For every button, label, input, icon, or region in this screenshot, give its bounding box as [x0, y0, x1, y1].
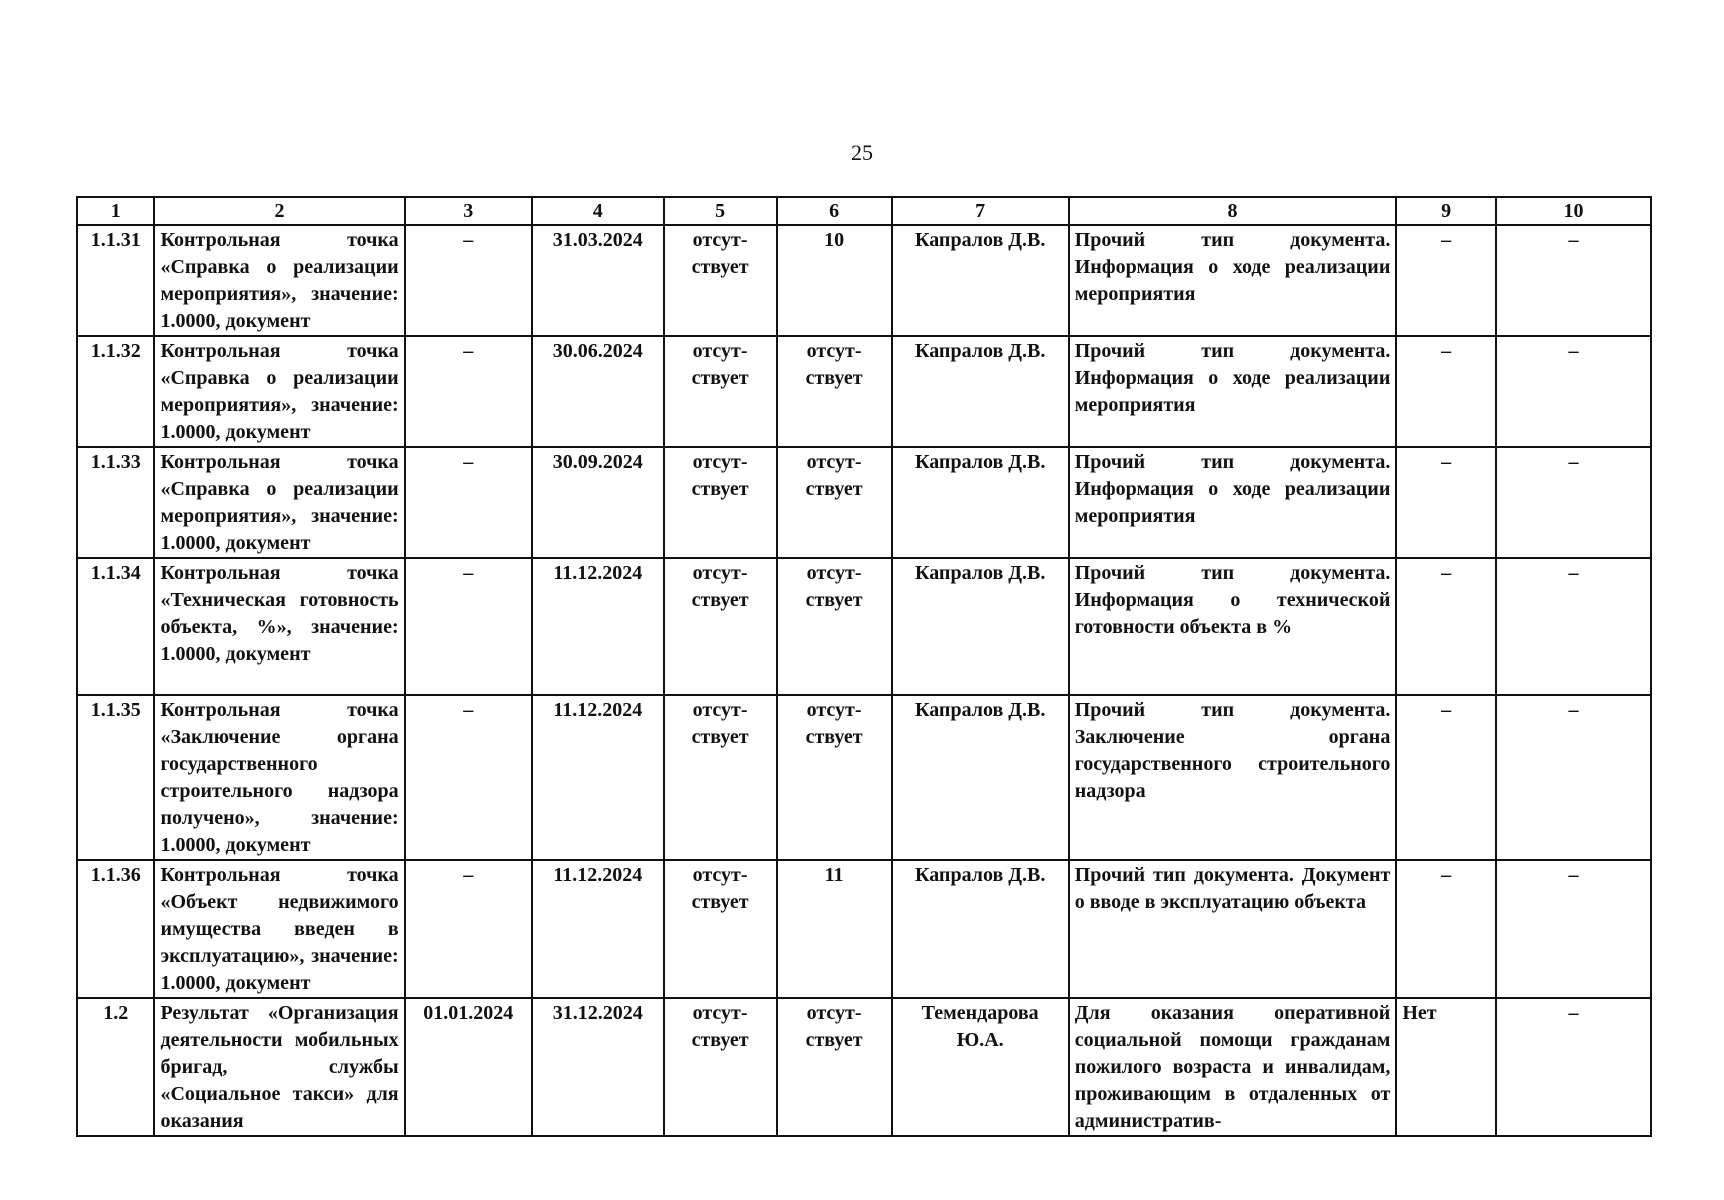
table-row: [77, 336, 1651, 447]
row-number: 1.1.35: [77, 695, 154, 860]
document-type: Прочий тип документа. Документ о вводе в эксплуатацию объекта: [1069, 860, 1397, 998]
col-6-value: отсут- ствует: [777, 336, 892, 447]
row-number: 1.1.34: [77, 558, 154, 695]
start-date: –: [405, 225, 532, 336]
col-5-value: отсут- ствует: [664, 225, 777, 336]
document-type: Прочий тип документа. Информация о ходе реализации мероприятия: [1069, 447, 1397, 558]
column-number-row: [77, 197, 1651, 225]
table-row: [77, 998, 1651, 1136]
col-9-value: –: [1396, 336, 1496, 447]
start-date: –: [405, 558, 532, 695]
col-9-value: Нет: [1396, 998, 1496, 1136]
col-header-5: 5: [664, 197, 777, 225]
col-10-value: –: [1496, 695, 1651, 860]
col-6-value: отсут- ствует: [777, 447, 892, 558]
col-5-value: отсут- ствует: [664, 695, 777, 860]
control-point-description: Контрольная точка «Объект недвижимого имущества введен в эксплуатацию», значение: 1.0000, документ: [154, 860, 404, 998]
col-10-value: –: [1496, 336, 1651, 447]
col-10-value: –: [1496, 558, 1651, 695]
col-header-7: 7: [892, 197, 1069, 225]
end-date: 11.12.2024: [532, 558, 664, 695]
col-10-value: –: [1496, 447, 1651, 558]
col-6-value: отсут- ствует: [777, 998, 892, 1136]
col-header-1: 1: [77, 197, 154, 225]
responsible-person: Капралов Д.В.: [892, 225, 1069, 336]
end-date: 11.12.2024: [532, 860, 664, 998]
document-type: Прочий тип документа. Заключение органа государственного строительного надзора: [1069, 695, 1397, 860]
control-point-description: Контрольная точка «Справка о реализации мероприятия», значение: 1.0000, документ: [154, 225, 404, 336]
start-date: 01.01.2024: [405, 998, 532, 1136]
end-date: 31.03.2024: [532, 225, 664, 336]
table-row: [77, 860, 1651, 998]
col-header-6: 6: [777, 197, 892, 225]
col-header-8: 8: [1069, 197, 1397, 225]
end-date: 30.09.2024: [532, 447, 664, 558]
col-10-value: –: [1496, 998, 1651, 1136]
row-number: 1.2: [77, 998, 154, 1136]
col-9-value: –: [1396, 860, 1496, 998]
col-header-3: 3: [405, 197, 532, 225]
col-5-value: отсут- ствует: [664, 860, 777, 998]
col-10-value: –: [1496, 225, 1651, 336]
document-type: Прочий тип документа. Информация о ходе реализации мероприятия: [1069, 336, 1397, 447]
control-point-description: Контрольная точка «Справка о реализации мероприятия», значение: 1.0000, документ: [154, 447, 404, 558]
responsible-person: Темендарова Ю.А.: [892, 998, 1069, 1136]
col-6-value: 11: [777, 860, 892, 998]
col-6-value: отсут- ствует: [777, 695, 892, 860]
col-6-value: 10: [777, 225, 892, 336]
col-5-value: отсут- ствует: [664, 336, 777, 447]
col-10-value: –: [1496, 860, 1651, 998]
start-date: –: [405, 695, 532, 860]
col-5-value: отсут- ствует: [664, 558, 777, 695]
col-5-value: отсут- ствует: [664, 447, 777, 558]
col-6-value: отсут- ствует: [777, 558, 892, 695]
col-9-value: –: [1396, 695, 1496, 860]
row-number: 1.1.31: [77, 225, 154, 336]
table-row: [77, 447, 1651, 558]
end-date: 30.06.2024: [532, 336, 664, 447]
col-header-4: 4: [532, 197, 664, 225]
document-type: Прочий тип документа. Информация о ходе реализации мероприятия: [1069, 225, 1397, 336]
col-5-value: отсут- ствует: [664, 998, 777, 1136]
col-9-value: –: [1396, 225, 1496, 336]
col-header-9: 9: [1396, 197, 1496, 225]
plan-table: [76, 196, 1652, 1137]
table-row: [77, 225, 1651, 336]
document-type: Прочий тип документа. Информация о технической готовности объекта в %: [1069, 558, 1397, 695]
table-row: [77, 558, 1651, 695]
end-date: 11.12.2024: [532, 695, 664, 860]
page-number: 25: [851, 140, 873, 165]
row-number: 1.1.36: [77, 860, 154, 998]
start-date: –: [405, 447, 532, 558]
col-header-2: 2: [154, 197, 404, 225]
table-row: [77, 695, 1651, 860]
responsible-person: Капралов Д.В.: [892, 336, 1069, 447]
start-date: –: [405, 336, 532, 447]
col-9-value: –: [1396, 558, 1496, 695]
control-point-description: Контрольная точка «Техническая готовность объекта, %», значение: 1.0000, документ: [154, 558, 404, 695]
result-purpose: Для оказания оперативной социальной помощи гражданам пожилого возраста и инвалидам, проживающим в отдаленных от административ-: [1069, 998, 1397, 1136]
row-number: 1.1.32: [77, 336, 154, 447]
responsible-person: Капралов Д.В.: [892, 860, 1069, 998]
end-date: 31.12.2024: [532, 998, 664, 1136]
result-description: Результат «Организация деятельности мобильных бригад, службы «Социальное такси» для оказания: [154, 998, 404, 1136]
row-number: 1.1.33: [77, 447, 154, 558]
responsible-person: Капралов Д.В.: [892, 447, 1069, 558]
control-point-description: Контрольная точка «Справка о реализации мероприятия», значение: 1.0000, документ: [154, 336, 404, 447]
col-header-10: 10: [1496, 197, 1651, 225]
col-9-value: –: [1396, 447, 1496, 558]
responsible-person: Капралов Д.В.: [892, 558, 1069, 695]
control-point-description: Контрольная точка «Заключение органа государственного строительного надзора получено», значение: 1.0000, документ: [154, 695, 404, 860]
start-date: –: [405, 860, 532, 998]
responsible-person: Капралов Д.В.: [892, 695, 1069, 860]
